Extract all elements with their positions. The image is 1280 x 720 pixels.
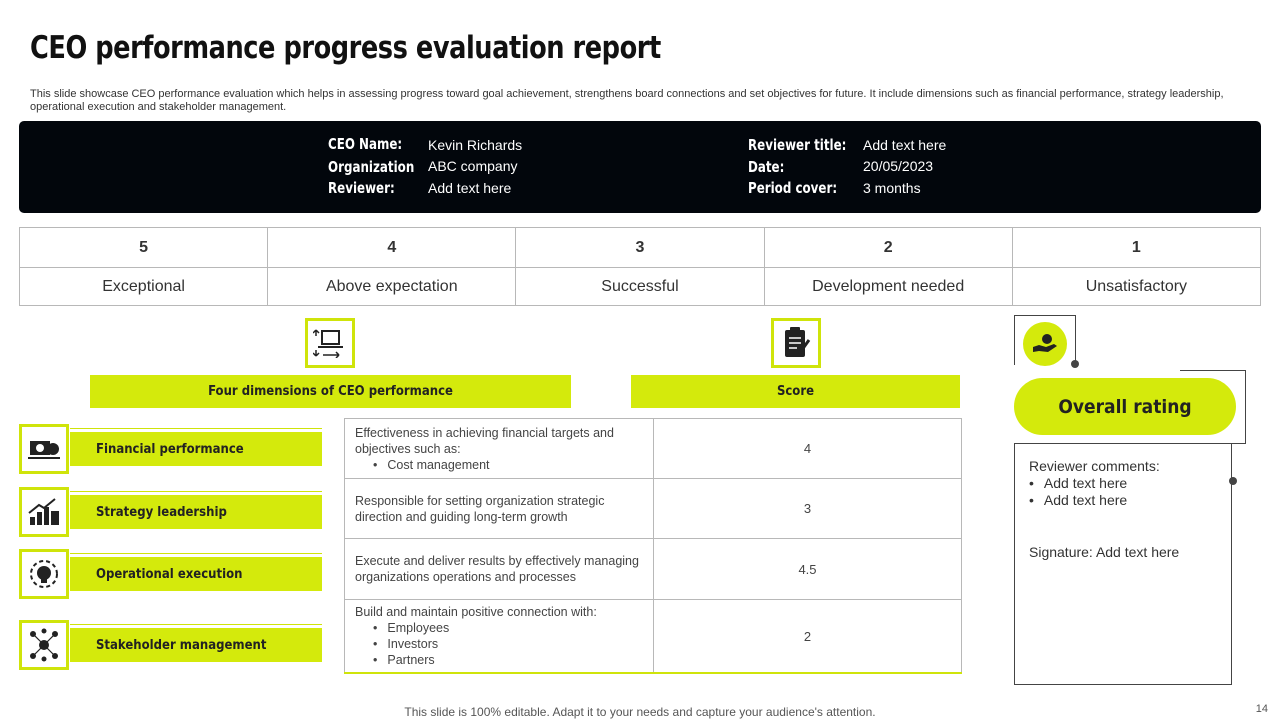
reviewer-title-value: Add text here [863, 137, 947, 153]
scale-label: Development needed [764, 268, 1012, 306]
dimension-label: Strategy leadership [70, 495, 322, 529]
table-row [345, 479, 962, 539]
dimension-label: Financial performance [70, 432, 322, 466]
score-header: Score [631, 375, 960, 408]
scale-number: 4 [268, 228, 516, 268]
scale-number: 5 [20, 228, 268, 268]
scale-label: Unsatisfactory [1012, 268, 1260, 306]
comment-bullet: • Add text here [1029, 475, 1217, 492]
comments-heading: Reviewer comments: [1029, 458, 1160, 474]
score-value: 4 [654, 419, 962, 479]
gear-bulb-icon [19, 549, 69, 599]
description-bullet: • Partners [373, 652, 643, 668]
dimension-divider [70, 553, 322, 554]
clipboard-icon [771, 318, 821, 368]
dimension-divider [70, 624, 322, 625]
table-row [345, 419, 962, 479]
dimension-description [345, 419, 654, 479]
dimensions-header: Four dimensions of CEO performance [90, 375, 571, 408]
footer-note: This slide is 100% editable. Adapt it to your needs and capture your audience's attention. [404, 705, 876, 719]
connector-dot [1071, 360, 1079, 368]
scale-number: 2 [764, 228, 1012, 268]
hand-coin-icon [1023, 322, 1067, 366]
description-bullet: • Employees [373, 620, 643, 636]
dimension-description [345, 479, 654, 539]
description-text: Responsible for setting organization strategic direction and guiding long-term growth [355, 493, 605, 524]
money-icon [19, 424, 69, 474]
description-text: Execute and deliver results by effectively managing organizations operations and processes [355, 554, 639, 584]
description-bullet: • Cost management [373, 457, 643, 473]
laptop-icon [305, 318, 355, 368]
reviewer-comments-box [1014, 443, 1232, 685]
score-value: 3 [654, 479, 962, 539]
description-text: Build and maintain positive connection with: [355, 605, 597, 619]
network-people-icon [19, 620, 69, 670]
dimension-divider [70, 491, 322, 492]
evaluation-table [344, 418, 962, 674]
slide-subtitle: This slide showcase CEO performance evaluation which helps in assessing progress toward goal achievement, strengthens board connections and set objectives for future. It include dimensions such as financial performance, strategy leadership, operational execution and stakeholder management. [30, 88, 1224, 113]
dimension-label: Stakeholder management [70, 628, 322, 662]
dimension-divider [70, 428, 322, 429]
date-value: 20/05/2023 [863, 158, 934, 174]
dimension-description [345, 539, 654, 600]
scale-label: Successful [516, 268, 764, 306]
growth-chart-icon [19, 487, 69, 537]
page-number: 14 [1255, 703, 1268, 715]
ceo-name-value: Kevin Richards [428, 137, 523, 153]
overall-rating-badge: Overall rating [1014, 378, 1236, 435]
date-label: Date: [748, 158, 785, 176]
scale-number: 1 [1012, 228, 1260, 268]
table-row [345, 539, 962, 600]
description-text: Effectiveness in achieving financial targets and objectives such as: [355, 425, 614, 456]
period-cover-label: Period cover: [748, 179, 838, 197]
organization-value: ABC company [428, 158, 518, 174]
dimension-label: Operational execution [70, 557, 322, 591]
table-row [345, 600, 962, 674]
slide-title: CEO performance progress evaluation report [30, 30, 661, 66]
scale-number: 3 [516, 228, 764, 268]
scale-label: Above expectation [268, 268, 516, 306]
description-bullet: • Investors [373, 636, 643, 652]
reviewer-label: Reviewer: [328, 179, 395, 197]
dimension-description [345, 600, 654, 674]
rating-scale-table [19, 227, 1261, 306]
ceo-name-label: CEO Name: [328, 135, 403, 153]
scale-label: Exceptional [20, 268, 268, 306]
reviewer-title-label: Reviewer title: [748, 136, 847, 154]
comment-bullet: • Add text here [1029, 492, 1217, 509]
period-cover-value: 3 months [863, 180, 921, 196]
reviewer-value: Add text here [428, 180, 512, 196]
connector-dot [1229, 477, 1237, 485]
score-value: 4.5 [654, 539, 962, 600]
score-value: 2 [654, 600, 962, 674]
signature-line: Signature: Add text here [1029, 544, 1180, 560]
info-banner [19, 121, 1261, 213]
organization-label: Organization [328, 158, 415, 176]
